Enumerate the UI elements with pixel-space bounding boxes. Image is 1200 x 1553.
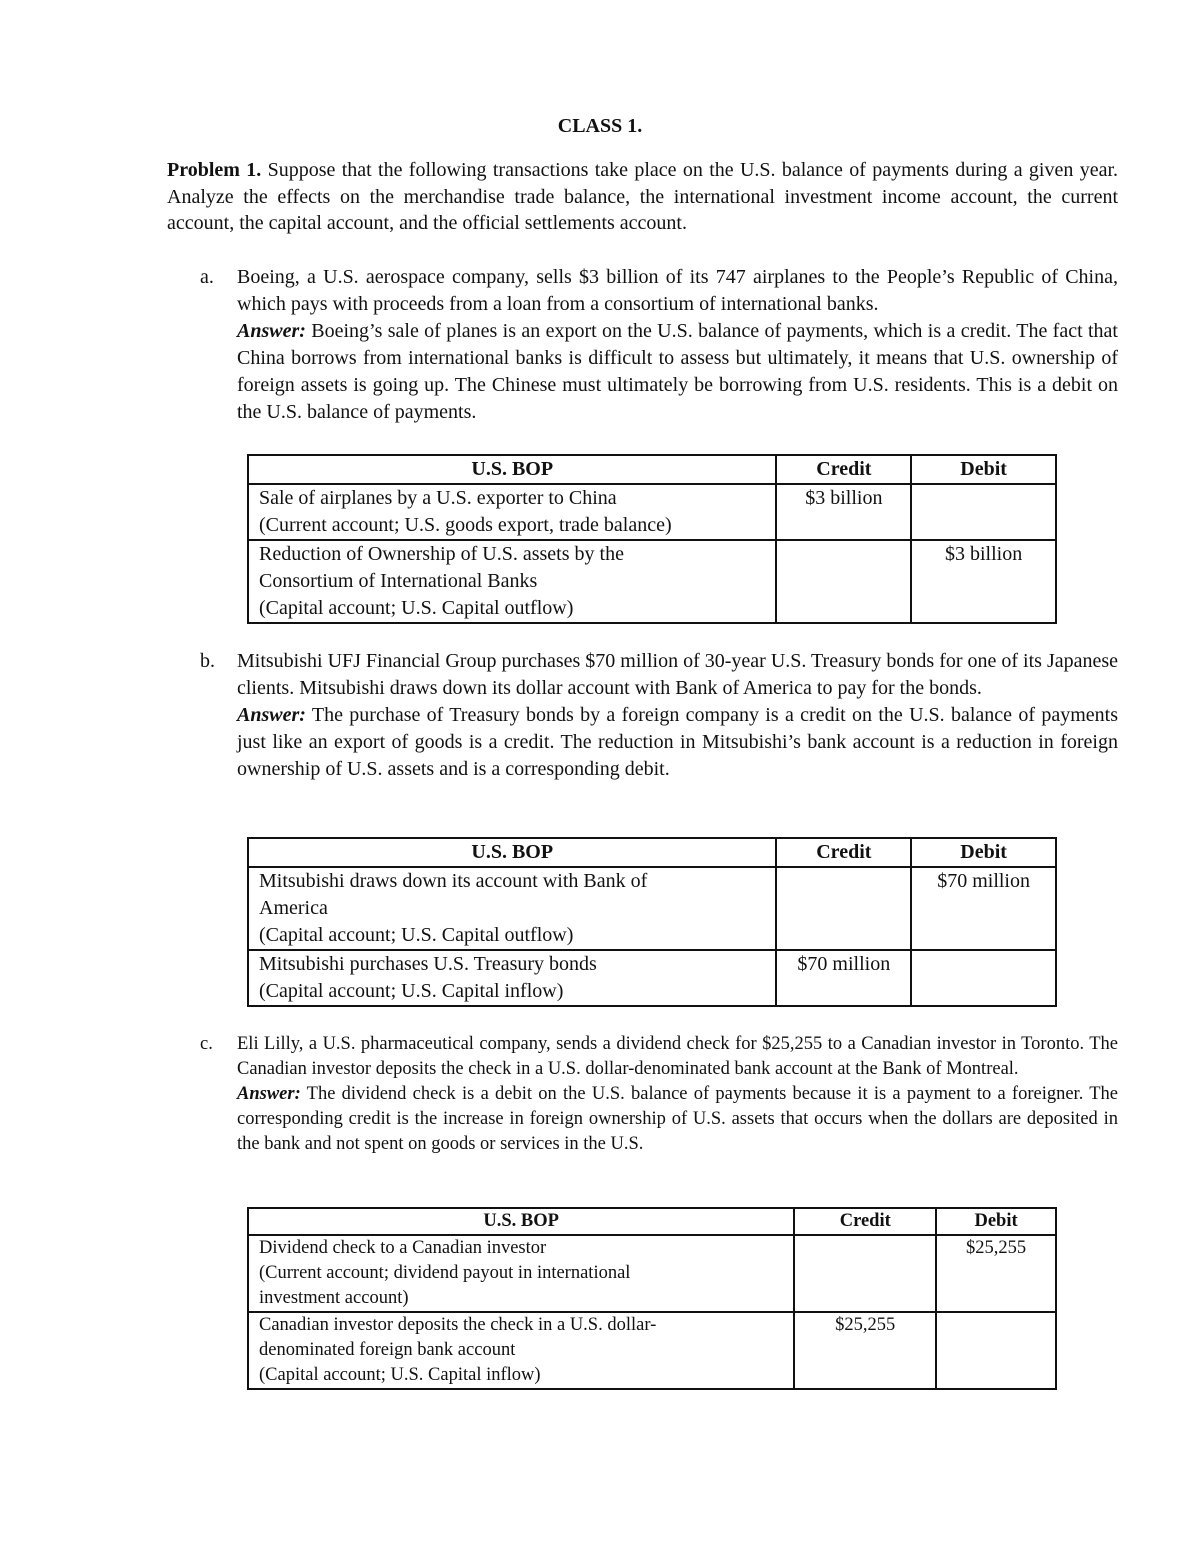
desc-line: America — [259, 897, 328, 919]
item-question: Eli Lilly, a U.S. pharmaceutical company, sends a dividend check for $25,255 to a Canadian investor in Toronto. The Canadian investor deposits the check in a U.S. dollar-denominated bank account at the Bank of Montreal. — [237, 1034, 1118, 1079]
bop-table-b — [247, 837, 1057, 1007]
item-letter: b. — [200, 650, 215, 672]
row-description — [248, 1312, 794, 1389]
desc-line: (Capital account; U.S. Capital outflow) — [259, 924, 574, 946]
header-debit: Debit — [911, 838, 1056, 867]
header-debit: Debit — [911, 455, 1056, 484]
header-debit: Debit — [936, 1208, 1056, 1235]
debit-cell — [936, 1312, 1056, 1389]
desc-line: investment account) — [259, 1288, 409, 1308]
header-bop: U.S. BOP — [248, 1208, 794, 1235]
table-header-row — [248, 838, 1056, 867]
credit-cell — [794, 1235, 936, 1312]
problem-statement — [167, 157, 1118, 237]
desc-line: (Capital account; U.S. Capital outflow) — [259, 597, 574, 619]
answer-label: Answer: — [237, 704, 306, 726]
table-row — [248, 1312, 1056, 1389]
desc-line: Consortium of International Banks — [259, 570, 538, 592]
item-c — [200, 1032, 1118, 1157]
row-description — [248, 1235, 794, 1312]
row-description — [248, 950, 776, 1006]
row-description — [248, 484, 776, 540]
page-title: CLASS 1. — [557, 115, 643, 137]
answer-label: Answer: — [237, 320, 306, 342]
answer-text: The dividend check is a debit on the U.S. balance of payments because it is a payment to a foreigner. The corresponding credit is the increase in foreign ownership of U.S. assets that occurs when the dollars are deposited in the bank and not spent on goods or services in the U.S. — [237, 1084, 1118, 1154]
item-body — [237, 1032, 1118, 1157]
credit-cell: $70 million — [776, 950, 911, 1006]
debit-cell: $3 billion — [911, 540, 1056, 623]
header-bop: U.S. BOP — [248, 455, 776, 484]
desc-line: (Current account; dividend payout in international — [259, 1263, 631, 1283]
desc-line: Mitsubishi draws down its account with Bank of — [259, 870, 648, 892]
credit-cell — [776, 867, 911, 950]
item-b — [200, 648, 1118, 783]
item-question: Boeing, a U.S. aerospace company, sells $3 billion of its 747 airplanes to the People’s Republic of China, which pays with proceeds from a loan from a consortium of international banks. — [237, 266, 1118, 315]
bop-table-a — [247, 454, 1057, 624]
header-credit: Credit — [776, 455, 911, 484]
table-header-row — [248, 1208, 1056, 1235]
debit-cell — [911, 484, 1056, 540]
item-question: Mitsubishi UFJ Financial Group purchases $70 million of 30-year U.S. Treasury bonds for one of its Japanese clients. Mitsubishi draws down its dollar account with Bank of America to pay for the bonds. — [237, 650, 1119, 699]
problem-label: Problem 1. — [167, 159, 262, 181]
table-row — [248, 950, 1056, 1006]
item-letter: c. — [200, 1034, 213, 1054]
table-row — [248, 867, 1056, 950]
item-body — [237, 648, 1118, 783]
desc-line: (Capital account; U.S. Capital inflow) — [259, 1365, 541, 1385]
desc-line: denominated foreign bank account — [259, 1340, 516, 1360]
credit-cell: $25,255 — [794, 1312, 936, 1389]
row-description — [248, 867, 776, 950]
answer-text: Boeing’s sale of planes is an export on the U.S. balance of payments, which is a credit. The fact that China borrows from international banks is difficult to assess but ultimately, it means that U.S. ownership of foreign assets is going up. The Chinese must ultimately be borrowing from U.S. residents. This is a debit on the U.S. balance of payments. — [237, 320, 1118, 423]
desc-line: Sale of airplanes by a U.S. exporter to China — [259, 487, 617, 509]
desc-line: Reduction of Ownership of U.S. assets by the — [259, 543, 624, 565]
desc-line: (Capital account; U.S. Capital inflow) — [259, 980, 564, 1002]
table-row — [248, 540, 1056, 623]
header-credit: Credit — [776, 838, 911, 867]
credit-cell — [776, 540, 911, 623]
desc-line: Dividend check to a Canadian investor — [259, 1238, 547, 1258]
item-letter: a. — [200, 266, 214, 288]
item-body — [237, 264, 1118, 426]
debit-cell: $70 million — [911, 867, 1056, 950]
header-bop: U.S. BOP — [248, 838, 776, 867]
problem-text: Suppose that the following transactions take place on the U.S. balance of payments during a given year. Analyze the effects on the merchandise trade balance, the international investment income account, the current account, the capital account, and the official settlements account. — [167, 159, 1119, 234]
debit-cell — [911, 950, 1056, 1006]
answer-label: Answer: — [237, 1084, 301, 1104]
table-row — [248, 484, 1056, 540]
desc-line: Mitsubishi purchases U.S. Treasury bonds — [259, 953, 597, 975]
desc-line: (Current account; U.S. goods export, trade balance) — [259, 514, 672, 536]
answer-text: The purchase of Treasury bonds by a foreign company is a credit on the U.S. balance of payments just like an export of goods is a credit. The reduction in Mitsubishi’s bank account is a reduction in foreign ownership of U.S. assets and is a corresponding debit. — [237, 704, 1118, 780]
desc-line: Canadian investor deposits the check in a U.S. dollar- — [259, 1315, 657, 1335]
credit-cell: $3 billion — [776, 484, 911, 540]
header-credit: Credit — [794, 1208, 936, 1235]
table-header-row — [248, 455, 1056, 484]
bop-table-c — [247, 1207, 1057, 1390]
item-a — [200, 264, 1118, 426]
table-row — [248, 1235, 1056, 1312]
row-description — [248, 540, 776, 623]
debit-cell: $25,255 — [936, 1235, 1056, 1312]
